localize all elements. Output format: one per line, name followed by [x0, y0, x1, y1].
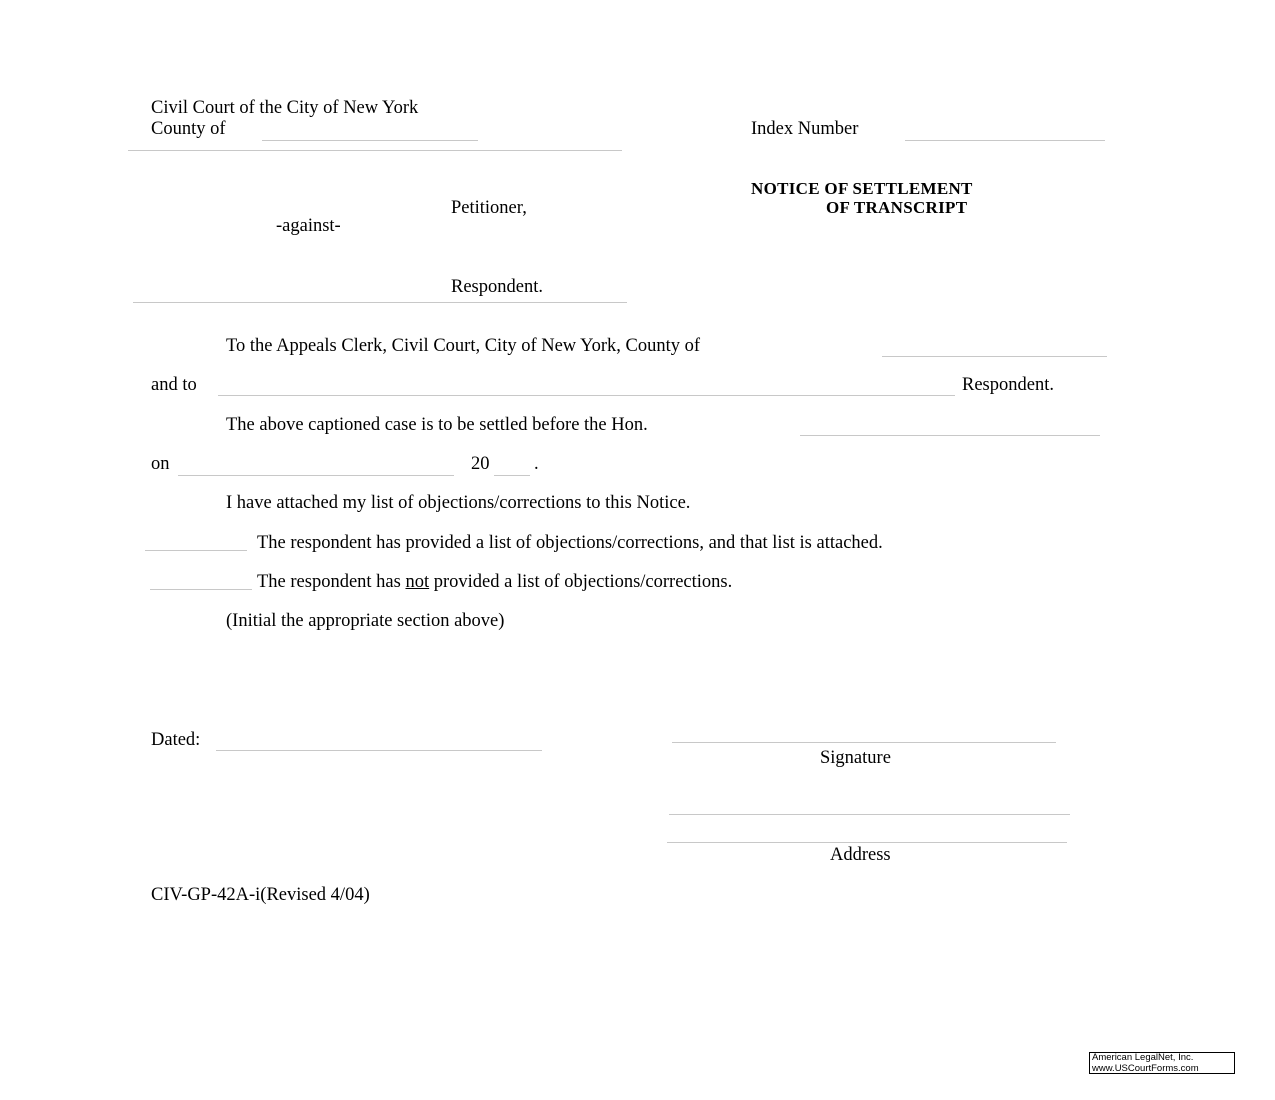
- to-clerk-text: To the Appeals Clerk, Civil Court, City of New York, County of: [226, 336, 701, 356]
- initial-note: (Initial the appropriate section above): [226, 611, 505, 631]
- settled-before-text: The above captioned case is to be settled before the Hon.: [226, 415, 648, 435]
- publisher-logo: [1089, 1052, 1235, 1074]
- against-label: -against-: [276, 216, 341, 236]
- county-field[interactable]: [262, 140, 478, 141]
- title-line-2: OF TRANSCRIPT: [826, 198, 968, 217]
- dated-field[interactable]: [216, 750, 542, 751]
- not-emphasis: not: [405, 572, 430, 592]
- clerk-county-field[interactable]: [882, 356, 1107, 357]
- petitioner-label: Petitioner,: [451, 198, 527, 218]
- index-number-field[interactable]: [905, 140, 1105, 141]
- address-field-line-2[interactable]: [667, 842, 1067, 843]
- initial-not-provided-field[interactable]: [150, 589, 252, 590]
- caption-divider: [128, 150, 622, 151]
- title-line-1: NOTICE OF SETTLEMENT: [751, 179, 973, 198]
- respondent-suffix: Respondent.: [962, 375, 1054, 395]
- signature-label: Signature: [820, 748, 891, 768]
- respondent-label: Respondent.: [451, 277, 543, 297]
- judge-name-field[interactable]: [800, 435, 1100, 436]
- year-prefix: 20: [471, 454, 490, 474]
- dated-label: Dated:: [151, 730, 201, 750]
- attached-text: I have attached my list of objections/corrections to this Notice.: [226, 493, 691, 513]
- provided-text: The respondent has provided a list of objections/corrections, and that list is attached.: [257, 533, 883, 553]
- caption-bottom-divider: [133, 302, 627, 303]
- address-label: Address: [830, 845, 891, 865]
- on-label: on: [151, 454, 170, 474]
- not-provided-text: [257, 572, 732, 592]
- form-id: CIV-GP-42A-i(Revised 4/04): [151, 885, 370, 905]
- address-field-line-1[interactable]: [669, 814, 1070, 815]
- court-name: Civil Court of the City of New York: [151, 98, 419, 118]
- respondent-name-field[interactable]: [218, 395, 955, 396]
- signature-field[interactable]: [672, 742, 1056, 743]
- index-number-label: Index Number: [751, 119, 859, 139]
- not-provided-pre: The respondent has: [257, 572, 406, 592]
- not-provided-post: provided a list of objections/corrections.: [429, 572, 733, 592]
- county-label: County of: [151, 119, 226, 139]
- initial-provided-field[interactable]: [145, 550, 247, 551]
- date-period: .: [534, 454, 539, 474]
- date-field[interactable]: [178, 475, 454, 476]
- and-to-label: and to: [151, 375, 197, 395]
- logo-line-1: American LegalNet, Inc.: [1092, 1052, 1194, 1063]
- year-field[interactable]: [494, 475, 530, 476]
- logo-line-2: www.USCourtForms.com: [1092, 1062, 1199, 1074]
